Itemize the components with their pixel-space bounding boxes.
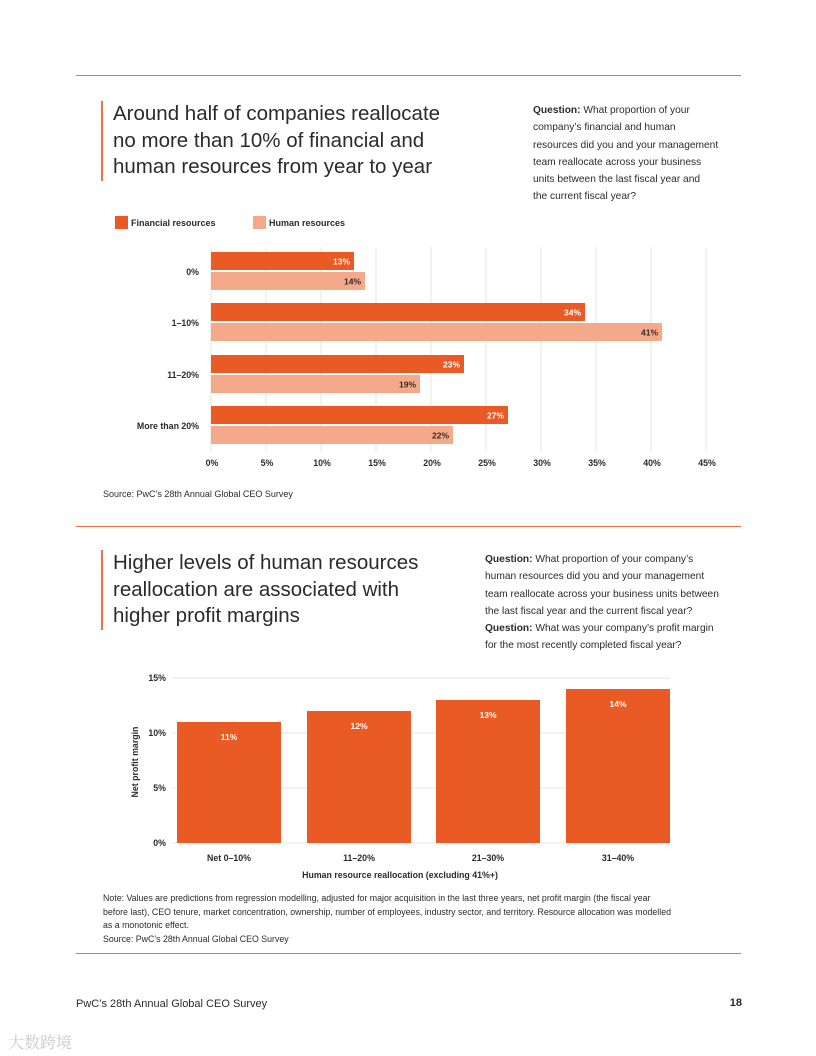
question-text: the current fiscal year? xyxy=(533,191,637,203)
data-label: 14% xyxy=(343,276,361,287)
data-label: 19% xyxy=(398,379,416,390)
x-tick-label: 0% xyxy=(205,458,219,468)
section2-title-line: higher profit margins xyxy=(113,604,300,627)
x-tick-label: 30% xyxy=(533,458,551,468)
bar-human xyxy=(211,375,420,393)
question-text: What proportion of your xyxy=(580,105,690,116)
question-text: resources did you and your management xyxy=(533,139,719,151)
question-text: units between the last fiscal year and xyxy=(533,174,701,186)
data-label: 41% xyxy=(640,327,658,338)
data-label: 14% xyxy=(609,699,627,709)
section1-title-line: Around half of companies reallocate xyxy=(113,102,441,125)
x-axis-label: Human resource reallocation (excluding 41%+) xyxy=(302,870,498,880)
footer-title: PwC’s 28th Annual Global CEO Survey xyxy=(76,998,268,1010)
data-label: 22% xyxy=(431,430,449,441)
data-label: 13% xyxy=(479,710,497,720)
note-line: before last), CEO tenure, market concentration, ownership, number of employees, industry sector, and territory. Resource allocation was modelled xyxy=(103,906,671,917)
question-label: Question: xyxy=(533,105,581,116)
section2-title-line: reallocation are associated with xyxy=(113,577,400,601)
watermark: 大数跨境 xyxy=(8,1035,73,1052)
y-tick-label: 15% xyxy=(148,673,166,683)
section2-note xyxy=(103,892,743,947)
bar xyxy=(436,700,540,843)
question-text: human resources did you and your management xyxy=(485,571,705,583)
bar-financial xyxy=(211,355,464,373)
note-line: as a monotonic effect. xyxy=(103,920,189,931)
y-tick-label: 10% xyxy=(148,728,166,738)
middle-divider xyxy=(76,526,741,527)
category-label: More than 20% xyxy=(136,421,199,431)
question-text: the last fiscal year and the current fiscal year? xyxy=(485,605,693,617)
bar-financial xyxy=(211,303,585,321)
bar-human xyxy=(211,426,453,444)
category-label: 0% xyxy=(186,267,199,277)
x-tick-label: 15% xyxy=(368,458,386,468)
x-tick-label: 5% xyxy=(260,458,274,468)
y-axis-label: Net profit margin xyxy=(130,726,140,798)
y-tick-label: 5% xyxy=(153,783,166,793)
question-text: team reallocate across your business units between xyxy=(485,588,719,600)
category-label: 11–20% xyxy=(167,370,199,380)
section2-title xyxy=(101,550,453,630)
x-tick-label: 35% xyxy=(588,458,606,468)
section2-title-line: Higher levels of human resources xyxy=(113,551,419,574)
question-text: team reallocate across your business xyxy=(533,156,702,168)
section1-title-line: human resources from year to year xyxy=(113,155,433,178)
bar-financial xyxy=(211,406,508,424)
x-tick-label: 21–30% xyxy=(471,853,505,863)
bar xyxy=(566,689,670,843)
x-tick-label: 11–20% xyxy=(343,853,375,863)
section2-questions xyxy=(485,551,743,655)
legend-label-financial: Financial resources xyxy=(131,218,216,228)
bar-human xyxy=(211,272,365,290)
bar-human xyxy=(211,323,662,341)
section2-source: Source: PwC’s 28th Annual Global CEO Survey xyxy=(103,934,289,945)
question-label: Question: xyxy=(485,554,533,565)
question-label: Question: xyxy=(485,623,533,635)
note-line: Note: Values are predictions from regression modelling, adjusted for major acquisition in the last three years, net profit margin (the fiscal year xyxy=(103,893,651,903)
y-tick-label: 0% xyxy=(153,838,166,848)
data-label: 34% xyxy=(563,307,581,318)
question-text: What was your company’s profit margin xyxy=(532,623,714,635)
x-tick-label: 31–40% xyxy=(601,853,635,863)
data-label: 13% xyxy=(332,256,350,267)
bottom-divider xyxy=(76,953,741,954)
x-tick-label: Net 0–10% xyxy=(206,853,252,863)
data-label: 12% xyxy=(350,721,368,731)
section1-title-line: no more than 10% of financial and xyxy=(113,128,425,152)
x-tick-label: 40% xyxy=(643,458,661,468)
x-tick-label: 20% xyxy=(423,458,441,468)
data-label: 11% xyxy=(220,732,238,742)
chart1-horizontal-bar xyxy=(0,0,816,480)
section1-source: Source: PwC’s 28th Annual Global CEO Survey xyxy=(103,489,293,499)
data-label: 23% xyxy=(442,359,460,370)
x-tick-label: 45% xyxy=(698,458,716,468)
x-tick-label: 10% xyxy=(313,458,331,468)
question-text: What proportion of your company’s xyxy=(532,554,694,565)
page-number: 18 xyxy=(729,997,742,1009)
x-tick-label: 25% xyxy=(478,458,496,468)
chart2-vertical-bar xyxy=(0,660,816,890)
question-text: for the most recently completed fiscal year? xyxy=(485,640,682,652)
question-text: company’s financial and human xyxy=(533,122,676,134)
category-label: 1–10% xyxy=(171,318,199,328)
legend-label-human: Human resources xyxy=(269,218,346,228)
data-label: 27% xyxy=(486,410,504,421)
